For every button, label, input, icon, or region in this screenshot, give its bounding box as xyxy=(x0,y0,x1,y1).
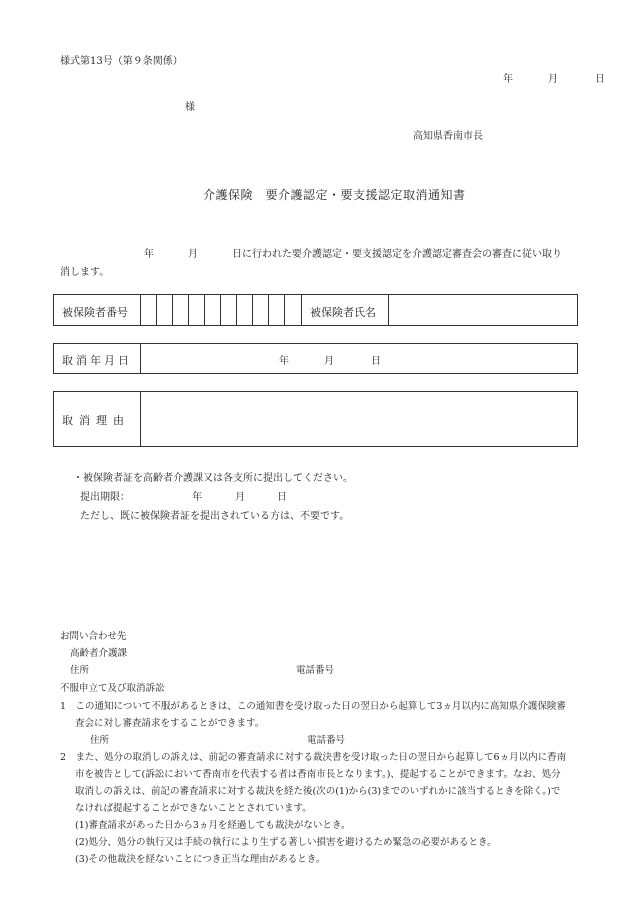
insured-number-digit-box[interactable] xyxy=(253,295,269,325)
submission-notice: ・被保険者証を高齢者介護課又は各支所に提出してください。 xyxy=(73,473,353,484)
cancellation-month: 月 xyxy=(324,356,334,367)
appeal-item-1-line-2: 査会に対し審査請求をすることができます。 xyxy=(75,718,265,729)
appeal-item-1-line-1: 1 この通知について不服があるときは、この通知書を受け取った日の翌日から起算して3ヵ月以内に高知県介護保険審 xyxy=(60,701,566,712)
insured-number-digit-box[interactable] xyxy=(189,295,205,325)
insured-number-digit-box[interactable] xyxy=(205,295,221,325)
contact-phone-label: 電話番号 xyxy=(296,665,335,676)
body-line-1: 日に行われた要介護認定・要支援認定を介護認定審査会の審査に従い取り xyxy=(232,249,562,260)
deadline-year: 年 xyxy=(192,492,202,503)
insured-number-label-cell xyxy=(54,295,141,325)
deadline-day: 日 xyxy=(277,492,287,503)
cancellation-reason-label-cell xyxy=(54,392,141,446)
insured-number-digit-box[interactable] xyxy=(157,295,173,325)
cancellation-reason-table xyxy=(53,391,578,447)
appeal-item-2-line-4: なければ提起することができないこととされています。 xyxy=(75,803,312,814)
insured-number-digit-box[interactable] xyxy=(173,295,189,325)
insured-number-digit-box[interactable] xyxy=(285,295,302,325)
insured-number-digit-box[interactable] xyxy=(221,295,237,325)
insured-name-field[interactable] xyxy=(389,295,577,325)
appeal-item-2-line-1: 2 また、処分の取消しの訴えは、前記の審査請求に対する裁決書を受け取った日の翌日から起算して6ヵ月以内に香南 xyxy=(60,752,567,763)
cancellation-reason-label: 取消理由 xyxy=(62,414,130,427)
appeal-item-2-line-3: 取消しの訴えは、前記の審査請求に対する裁決を経た後(次の(1)から(3)までのいずれかに該当するときを除く。)で xyxy=(75,786,561,797)
date-day: 日 xyxy=(595,74,605,85)
cancellation-date-label: 取消年月日 xyxy=(62,354,132,367)
insured-name-label-cell xyxy=(302,295,389,325)
issuer: 高知県香南市長 xyxy=(413,131,483,142)
appeal-sub-item-1: (1)審査請求があった日から3ヵ月を経過しても裁決がないとき。 xyxy=(75,820,351,831)
addressee-suffix: 様 xyxy=(185,102,195,113)
appeal-phone-label: 電話番号 xyxy=(307,735,346,746)
body-line-2: 消します。 xyxy=(60,267,110,278)
contact-address-label: 住所 xyxy=(70,665,90,676)
insured-number-label: 被保険者番号 xyxy=(62,306,128,319)
submission-exception: ただし、既に被保険者証を提出されている方は、不要です。 xyxy=(80,511,350,522)
insured-name-label: 被保険者氏名 xyxy=(310,306,376,319)
appeal-heading: 不服申立て及び取消訴訟 xyxy=(60,683,165,694)
cancellation-day: 日 xyxy=(371,356,381,367)
insured-info-table xyxy=(53,294,578,326)
cancellation-year: 年 xyxy=(279,356,289,367)
form-number: 様式第13号（第９条関係） xyxy=(60,56,183,67)
cancellation-date-field[interactable] xyxy=(141,344,577,373)
insured-number-digit-box[interactable] xyxy=(269,295,285,325)
insured-number-digit-box[interactable] xyxy=(237,295,253,325)
cancellation-date-label-cell xyxy=(54,344,141,373)
date-month: 月 xyxy=(548,74,558,85)
contact-heading: お問い合わせ先 xyxy=(60,631,127,642)
cancellation-reason-field[interactable] xyxy=(141,392,577,446)
appeal-item-2-line-2: 市を被告として(訴訟において香南市を代表する者は香南市長となります。)、提起することができます。なお、処分 xyxy=(75,769,561,780)
insured-number-digit-box[interactable] xyxy=(141,295,157,325)
submission-deadline-label: 提出期限： xyxy=(80,492,130,503)
appeal-sub-item-3: (3)その他裁決を経ないことにつき正当な理由があるとき。 xyxy=(75,854,326,865)
document-title: 介護保険 要介護認定・要支援認定取消通知書 xyxy=(203,188,466,202)
contact-department: 高齢者介護課 xyxy=(70,648,128,659)
appeal-sub-item-2: (2)処分、処分の執行又は手続の執行により生ずる著しい損害を避けるため緊急の必要があるとき。 xyxy=(75,837,497,848)
body-year: 年 xyxy=(144,249,154,260)
date-year: 年 xyxy=(503,74,513,85)
deadline-month: 月 xyxy=(235,492,245,503)
cancellation-date-table xyxy=(53,343,578,374)
appeal-address-label: 住所 xyxy=(90,735,110,746)
body-month: 月 xyxy=(188,249,198,260)
